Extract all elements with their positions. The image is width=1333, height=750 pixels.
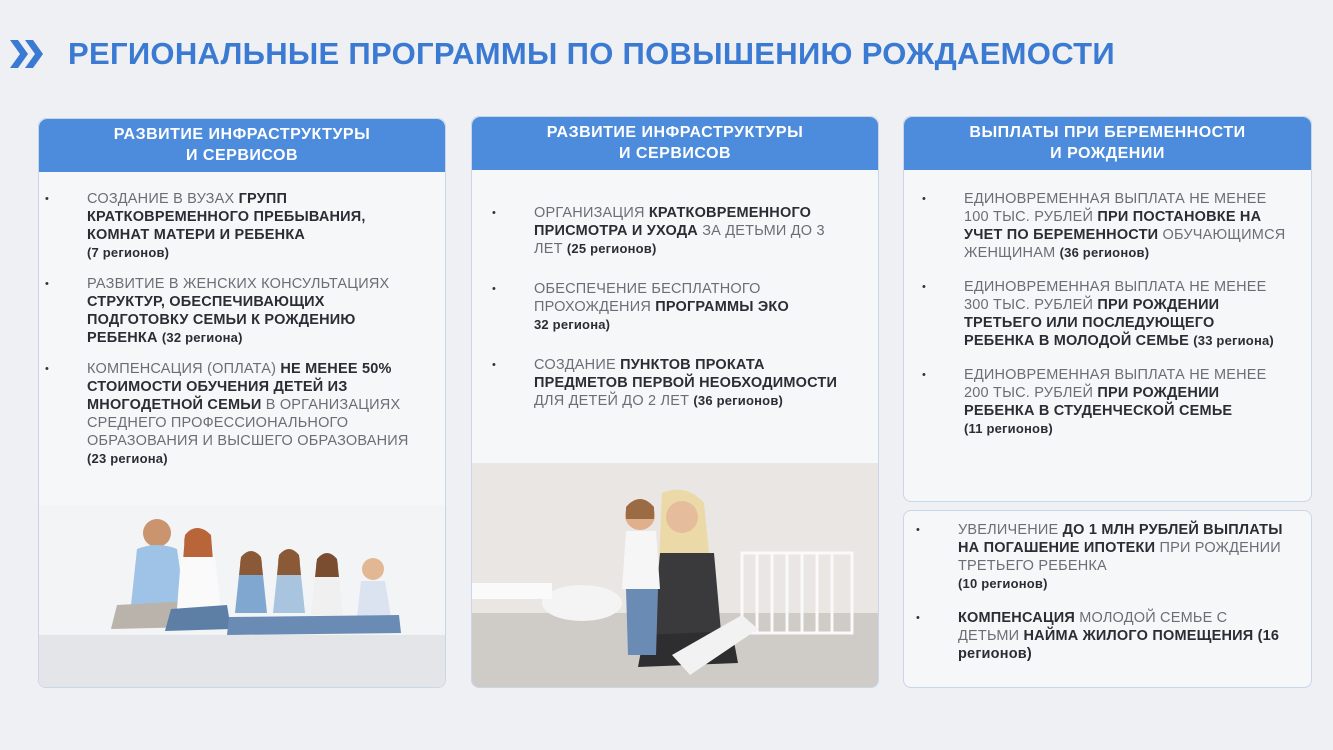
- title-row: [8, 36, 1115, 72]
- mother-child-photo: [472, 463, 878, 687]
- family-illustration: [39, 505, 445, 687]
- item-list: [922, 190, 1289, 438]
- list-item: • ОРГАНИЗАЦИЯ КРАТКОВРЕМЕННОГО ПРИСМОТРА И УХОДА ЗА ДЕТЬМИ ДО 3 ЛЕТ (25 регионов): [492, 205, 825, 257]
- list-item: • ЕДИНОВРЕМЕННАЯ ВЫПЛАТА НЕ МЕНЕЕ 300 ТЫС. РУБЛЕЙ ПРИ РОЖДЕНИИ ТРЕТЬЕГО ИЛИ ПОСЛЕДУЮЩЕГО РЕБЕНКА В МОЛОДОЙ СЕМЬЕ (33 региона): [922, 279, 1274, 349]
- card-header: [39, 119, 445, 172]
- card-payments: [903, 116, 1312, 502]
- bullet-icon: •: [45, 278, 50, 290]
- card-header-line1: ВЫПЛАТЫ ПРИ БЕРЕМЕННОСТИ: [969, 124, 1246, 141]
- double-chevron-icon: [8, 36, 46, 72]
- card-infrastructure-2: [471, 116, 879, 688]
- list-item: • СОЗДАНИЕ В ВУЗАХ ГРУПП КРАТКОВРЕМЕННОГО ПРЕБЫВАНИЯ, КОМНАТ МАТЕРИ И РЕБЕНКА (7 регионов): [45, 191, 366, 260]
- card-header-line2: И РОЖДЕНИИ: [1050, 145, 1165, 162]
- bullet-icon: •: [492, 207, 497, 219]
- list-item: • СОЗДАНИЕ ПУНКТОВ ПРОКАТА ПРЕДМЕТОВ ПЕРВОЙ НЕОБХОДИМОСТИ ДЛЯ ДЕТЕЙ ДО 2 ЛЕТ (36 регионов): [492, 357, 838, 409]
- page-title: РЕГИОНАЛЬНЫЕ ПРОГРАММЫ ПО ПОВЫШЕНИЮ РОЖДАЕМОСТИ: [68, 36, 1115, 71]
- list-item: • ОБЕСПЕЧЕНИЕ БЕСПЛАТНОГО ПРОХОЖДЕНИЯ ПРОГРАММЫ ЭКО 32 региона): [492, 281, 789, 332]
- card-header: [904, 117, 1311, 170]
- family-photo: [39, 505, 445, 687]
- card-header: [472, 117, 878, 170]
- card-header-line1: РАЗВИТИЕ ИНФРАСТРУКТУРЫ: [113, 126, 371, 143]
- bullet-icon: •: [45, 193, 50, 205]
- card-header-line2: И СЕРВИСОВ: [185, 147, 299, 164]
- list-item: • УВЕЛИЧЕНИЕ ДО 1 МЛН РУБЛЕЙ ВЫПЛАТЫ НА ПОГАШЕНИЕ ИПОТЕКИ ПРИ РОЖДЕНИИ ТРЕТЬЕГО РЕБЕНКА (10 регионов): [916, 522, 1283, 591]
- card-header-line2: И СЕРВИСОВ: [618, 145, 732, 162]
- bullet-icon: •: [45, 363, 50, 375]
- bullet-icon: •: [492, 359, 497, 371]
- list-item: • КОМПЕНСАЦИЯ (ОПЛАТА) НЕ МЕНЕЕ 50% СТОИМОСТИ ОБУЧЕНИЯ ДЕТЕЙ ИЗ МНОГОДЕТНОЙ СЕМЬИ В ОРГАНИЗАЦИЯХ СРЕДНЕГО ПРОФЕССИОНАЛЬНОГО ОБРАЗОВАНИЯ И ВЫСШЕГО ОБРАЗОВАНИЯ (23 региона): [45, 361, 409, 466]
- list-item: • ЕДИНОВРЕМЕННАЯ ВЫПЛАТА НЕ МЕНЕЕ 200 ТЫС. РУБЛЕЙ ПРИ РОЖДЕНИИ РЕБЕНКА В СТУДЕНЧЕСКОЙ СЕМЬЕ (11 регионов): [922, 367, 1267, 436]
- bullet-icon: •: [922, 193, 927, 205]
- item-list: [45, 190, 423, 468]
- card-infrastructure-1: [38, 118, 446, 688]
- item-list: [916, 521, 1289, 663]
- bullet-icon: •: [922, 369, 927, 381]
- card-header-line1: РАЗВИТИЕ ИНФРАСТРУКТУРЫ: [546, 124, 804, 141]
- list-item: • РАЗВИТИЕ В ЖЕНСКИХ КОНСУЛЬТАЦИЯХ СТРУКТУР, ОБЕСПЕЧИВАЮЩИХ ПОДГОТОВКУ СЕМЬИ К РОЖДЕНИЮ РЕБЕНКА (32 региона): [45, 276, 390, 346]
- bullet-icon: •: [916, 612, 921, 624]
- bullet-icon: •: [922, 281, 927, 293]
- list-item: • КОМПЕНСАЦИЯ МОЛОДОЙ СЕМЬЕ С ДЕТЬМИ НАЙМА ЖИЛОГО ПОМЕЩЕНИЯ (16 регионов): [916, 610, 1280, 662]
- bullet-icon: •: [916, 524, 921, 536]
- item-list: [492, 204, 856, 410]
- mother-child-illustration: [472, 463, 878, 687]
- card-mortgage-compensation: [903, 510, 1312, 688]
- bullet-icon: •: [492, 283, 497, 295]
- list-item: • ЕДИНОВРЕМЕННАЯ ВЫПЛАТА НЕ МЕНЕЕ 100 ТЫС. РУБЛЕЙ ПРИ ПОСТАНОВКЕ НА УЧЕТ ПО БЕРЕМЕННОСТИ ОБУЧАЮЩИМСЯ ЖЕНЩИНАМ (36 регионов): [922, 191, 1286, 261]
